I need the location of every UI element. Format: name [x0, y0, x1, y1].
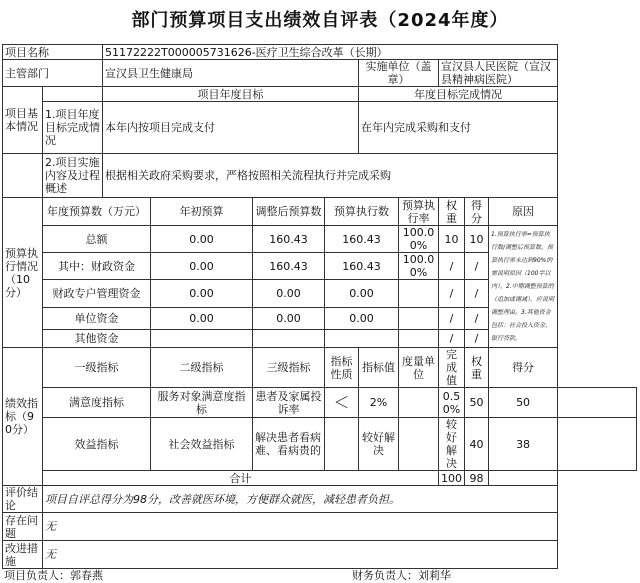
perf-row-weight: 50 [465, 388, 489, 418]
basic-col-target: 项目年度目标 [103, 87, 359, 102]
budget-row-score: / [465, 330, 489, 348]
budget-row-rate [399, 280, 439, 308]
perf-row-value: 较好解决 [359, 418, 399, 471]
conclusion-text: 项目自评总得分为98分，改善就医环境，方便群众就医，减轻患者负担。 [43, 486, 558, 513]
budget-row-adj: 0.00 [253, 308, 325, 330]
perf-row-reason [558, 388, 637, 418]
perf-row-l3: 解决患者看病难、看病贵的 [253, 418, 325, 471]
page-title: 部门预算项目支出绩效自评表（2024年度） [131, 10, 509, 31]
budget-row-weight: / [439, 330, 465, 348]
perf-head-score: 得分 [489, 348, 558, 388]
budget-row-exec [325, 330, 399, 348]
budget-row-rate [399, 330, 439, 348]
budget-row-adj: 160.43 [253, 226, 325, 253]
basic-row1-done: 在年内完成采购和支付 [359, 102, 558, 154]
budget-row-name: 其中：财政资金 [43, 253, 151, 280]
budget-row-weight: / [439, 253, 465, 280]
perf-head-nature: 指标性质 [325, 348, 359, 388]
budget-row-exec: 0.00 [325, 280, 399, 308]
budget-row-weight: / [439, 308, 465, 330]
impl-value: 宣汉县人民医院（宣汉县精神病医院） [439, 60, 558, 87]
budget-head-weight: 权重 [439, 198, 465, 226]
perf-row-weight: 40 [465, 418, 489, 471]
budget-head-total: 年度预算数（万元） [43, 198, 151, 226]
perf-row-l2: 服务对象满意度指标 [151, 388, 253, 418]
perf-head-weight: 权重 [465, 348, 489, 388]
budget-row-init: 0.00 [151, 253, 253, 280]
total-label: 合计 [43, 471, 439, 486]
budget-row-adj: 0.00 [253, 280, 325, 308]
budget-row-rate: 100.00% [399, 226, 439, 253]
basic-label: 项目基本情况 [3, 87, 43, 154]
budget-head-init: 年初预算 [151, 198, 253, 226]
budget-row-weight: 10 [439, 226, 465, 253]
perf-row-unit [399, 388, 439, 418]
budget-row-score: / [465, 308, 489, 330]
budget-row-exec: 160.43 [325, 253, 399, 280]
evaluation-form [2, 44, 637, 569]
budget-row-init [151, 330, 253, 348]
budget-row-init: 0.00 [151, 308, 253, 330]
problem-text: 无 [43, 513, 558, 541]
total-weight: 100 [439, 471, 465, 486]
project-leader: 项目负责人：郭春燕 [4, 569, 103, 582]
budget-row-rate [399, 308, 439, 330]
project-name-label: 项目名称 [3, 45, 103, 60]
finance-leader: 财务负责人：刘莉华 [352, 569, 451, 582]
budget-head-rate: 预算执行率 [399, 198, 439, 226]
perf-head-l2: 二级指标 [151, 348, 253, 388]
problem-label: 存在问题 [3, 513, 43, 541]
basic-row2-label: 2.项目实施内容及过程概述 [43, 154, 103, 198]
basic-row2-text: 根据相关政府采购要求，严格按照相关流程执行并完成采购 [103, 154, 558, 198]
perf-head-l3: 三级指标 [253, 348, 325, 388]
project-name: 51172222T000005731626-医疗卫生综合改革（长期） [103, 45, 558, 60]
budget-row-name: 总额 [43, 226, 151, 253]
measure-text: 无 [43, 541, 558, 569]
budget-row-adj: 160.43 [253, 253, 325, 280]
budget-row-score: / [465, 253, 489, 280]
budget-head-adj: 调整后预算数 [253, 198, 325, 226]
budget-reason-note: 1.预算执行率=预算执行数/调整后预算数，预算执行率未达到90%的需说明原因（100字以内）。2.中期调整预算的（追加或调减），应说明调整理由。3.其他资金包括：社会投入资金、银行贷款。 [489, 226, 558, 348]
perf-row-l1: 效益指标 [43, 418, 151, 471]
budget-head-exec: 预算执行数 [325, 198, 399, 226]
basic-row1-target: 本年内按项目完成支付 [103, 102, 359, 154]
budget-row-weight: / [439, 280, 465, 308]
perf-row-value: 2% [359, 388, 399, 418]
perf-row-unit [399, 418, 439, 471]
basic-col-done: 年度目标完成情况 [359, 87, 558, 102]
perf-row-done: 较好解决 [439, 418, 465, 471]
perf-label: 绩效指标（90分） [3, 348, 43, 486]
budget-row-score: 10 [465, 226, 489, 253]
budget-row-exec: 160.43 [325, 226, 399, 253]
perf-head-done: 完成值 [439, 348, 465, 388]
perf-row-score: 50 [489, 388, 558, 418]
budget-head-reason: 原因 [489, 198, 558, 226]
budget-head-score: 得分 [465, 198, 489, 226]
perf-row-l2: 社会效益指标 [151, 418, 253, 471]
budget-row-name: 财政专户管理资金 [43, 280, 151, 308]
basic-row1-label: 1.项目年度目标完成情况 [43, 102, 103, 154]
measure-label: 改进措施 [3, 541, 43, 569]
budget-row-init: 0.00 [151, 280, 253, 308]
budget-row-exec: 0.00 [325, 308, 399, 330]
perf-row-nature: ＜ [325, 388, 359, 418]
budget-row-init: 0.00 [151, 226, 253, 253]
impl-label: 实施单位（盖章） [359, 60, 439, 87]
perf-row-nature [325, 418, 359, 471]
budget-row-score: / [465, 280, 489, 308]
dept-value: 宣汉县卫生健康局 [103, 60, 359, 87]
budget-row-rate: 100.00% [399, 253, 439, 280]
perf-head-value: 指标值 [359, 348, 399, 388]
perf-head-l1: 一级指标 [43, 348, 151, 388]
perf-row-l1: 满意度指标 [43, 388, 151, 418]
perf-row-l3: 患者及家属投诉率 [253, 388, 325, 418]
total-score: 98 [465, 471, 489, 486]
budget-row-adj [253, 330, 325, 348]
conclusion-label: 评价结论 [3, 486, 43, 513]
budget-label: 预算执行情况（10分） [3, 198, 43, 348]
perf-row-reason [558, 418, 637, 471]
perf-row-done: 0.50% [439, 388, 465, 418]
perf-head-unit: 度量单位 [399, 348, 439, 388]
budget-row-name: 其他资金 [43, 330, 151, 348]
perf-row-score: 38 [489, 418, 558, 471]
budget-row-name: 单位资金 [43, 308, 151, 330]
dept-label: 主管部门 [3, 60, 103, 87]
